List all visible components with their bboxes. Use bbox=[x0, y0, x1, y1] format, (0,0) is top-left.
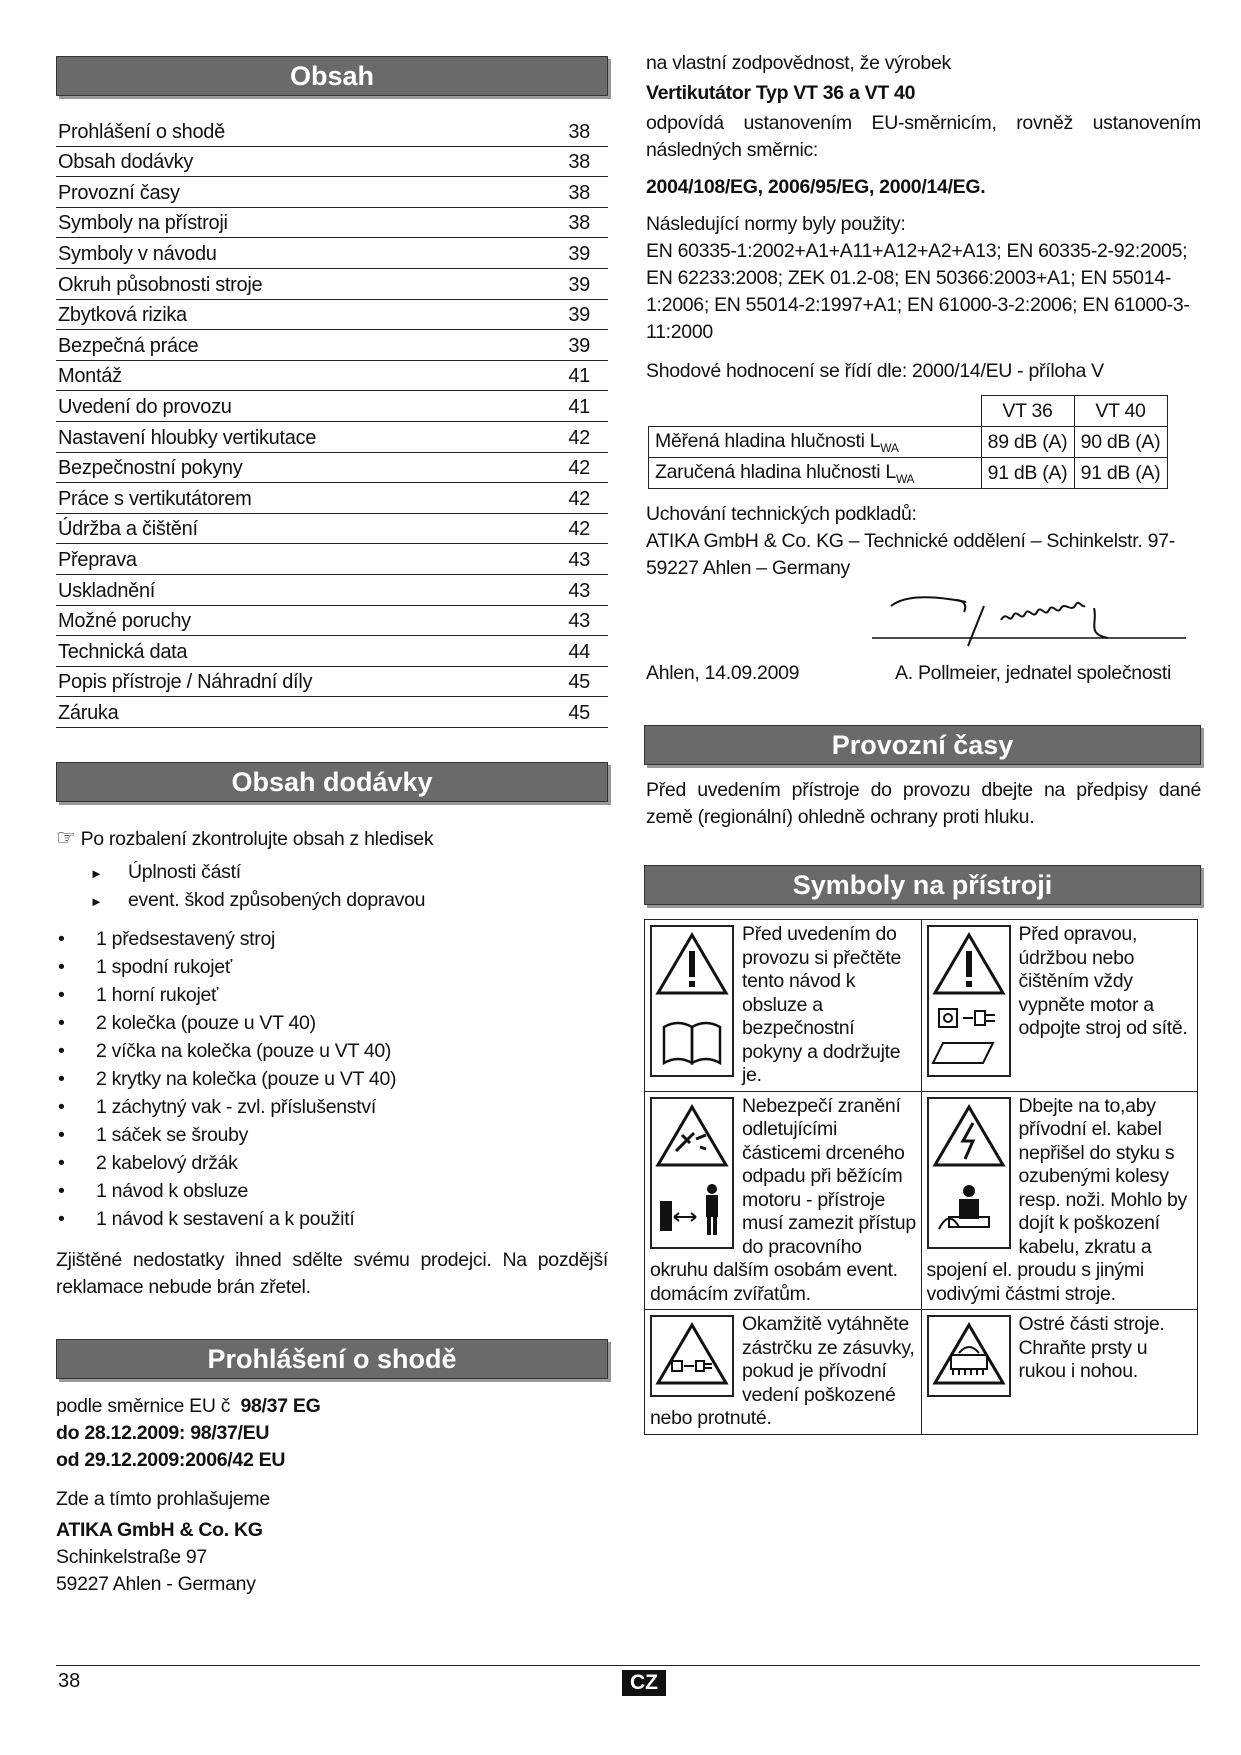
toc-item bbox=[56, 391, 608, 422]
toc-item bbox=[56, 483, 608, 514]
toc-item-label: Bezpečnostní pokyny bbox=[58, 457, 243, 480]
symbol-cell: Nebezpečí zranění odletujícími částicemi drceného odpadu při běžícím motoru - přístroje musí zamezit přístup do pracovního okruhu dalším osobám event. domácím zvířatům. bbox=[645, 1091, 922, 1310]
list-item: • 2 kolečka (pouze u VT 40) bbox=[56, 1009, 608, 1037]
list-item: • 1 návod k obsluze bbox=[56, 1177, 608, 1205]
docs-label: Uchování technických podkladů: bbox=[646, 503, 917, 525]
delivery-checks bbox=[56, 859, 608, 915]
toc-heading: Obsah bbox=[56, 56, 608, 96]
toc-item-page: 42 bbox=[568, 518, 590, 541]
toc-item bbox=[56, 269, 608, 300]
list-item: • 1 horní rukojeť bbox=[56, 981, 608, 1009]
signatory: A. Pollmeier, jednatel společnosti bbox=[895, 662, 1171, 684]
toc-item-page: 38 bbox=[568, 212, 590, 235]
list-item: • 1 spodní rukojeť bbox=[56, 953, 608, 981]
value-cell: 91 dB (A) bbox=[1074, 458, 1167, 489]
company-address: ATIKA GmbH & Co. KG Schinkelstraße 97 59227 Ahlen - Germany bbox=[56, 1518, 263, 1595]
signature-image bbox=[646, 582, 1201, 660]
toc-item-label: Montáž bbox=[58, 365, 122, 388]
electric-cable-hazard-icon bbox=[927, 1097, 1011, 1249]
toc-item-page: 44 bbox=[568, 640, 590, 663]
delivery-heading: Obsah dodávky bbox=[56, 762, 608, 802]
page-number: 38 bbox=[58, 1670, 81, 1692]
toc-item bbox=[56, 330, 608, 361]
toc-item-label: Symboly v návodu bbox=[58, 242, 217, 265]
list-item: • 2 krytky na kolečka (pouze u VT 40) bbox=[56, 1065, 608, 1093]
toc-item-label: Uvedení do provozu bbox=[58, 395, 232, 418]
left-column bbox=[56, 56, 608, 1598]
operating-times-text: Před uvedením přístroje do provozu dbejte na předpisy dané země (regionální) ohledně ochrany proti hluku. bbox=[646, 779, 1201, 828]
toc-item-page: 38 bbox=[568, 181, 590, 204]
sharp-blades-icon bbox=[927, 1315, 1011, 1397]
toc-item-label: Záruka bbox=[58, 701, 119, 724]
toc-item-label: Technická data bbox=[58, 640, 188, 663]
toc-item-label: Práce s vertikutátorem bbox=[58, 487, 252, 510]
signature-line bbox=[646, 660, 1201, 687]
place-date: Ahlen, 14.09.2009 bbox=[646, 662, 800, 684]
toc-item-label: Uskladnění bbox=[58, 579, 156, 602]
toc-item-label: Nastavení hloubky vertikutace bbox=[58, 426, 317, 449]
table-row bbox=[649, 396, 1168, 427]
signature-area bbox=[646, 582, 1201, 660]
toc-item-page: 39 bbox=[568, 273, 590, 296]
symbols-table bbox=[644, 919, 1198, 1435]
toc-item-page: 42 bbox=[568, 426, 590, 449]
toc-item bbox=[56, 453, 608, 484]
toc-item-page: 39 bbox=[568, 334, 590, 357]
toc-item bbox=[56, 697, 608, 728]
toc-item-page: 41 bbox=[568, 395, 590, 418]
toc-item bbox=[56, 208, 608, 239]
toc-item-label: Bezpečná práce bbox=[58, 334, 199, 357]
toc-item bbox=[56, 544, 608, 575]
toc-item-page: 41 bbox=[568, 365, 590, 388]
table-row bbox=[645, 1310, 1198, 1435]
delivery-note: Zjištěné nedostatky ihned sdělte svému prodejci. Na pozdější reklamace nebude brán zřetel. bbox=[56, 1248, 608, 1298]
table-row bbox=[649, 427, 1168, 458]
value-cell: 90 dB (A) bbox=[1074, 427, 1167, 458]
right-column bbox=[646, 52, 1201, 1435]
flying-debris-keep-distance-icon bbox=[650, 1097, 734, 1249]
assessment-text: Shodové hodnocení se řídí dle: 2000/14/EU - příloha V bbox=[646, 360, 1104, 382]
header-vt40: VT 40 bbox=[1074, 396, 1167, 427]
toc-item bbox=[56, 575, 608, 606]
toc-item-label: Obsah dodávky bbox=[58, 151, 194, 174]
product-name: Vertikutátor Typ VT 36 a VT 40 bbox=[646, 82, 916, 104]
toc-item-label: Popis přístroje / Náhradní díly bbox=[58, 671, 313, 694]
unplug-before-maintenance-icon bbox=[927, 925, 1011, 1077]
complies-text: odpovídá ustanovením EU-směrnicím, rovněž ustanovením následných směrnic: bbox=[646, 112, 1201, 161]
directives-list: 2004/108/EG, 2006/95/EG, 2000/14/EG. bbox=[646, 176, 986, 198]
norms-text: EN 60335-1:2002+A1+A11+A12+A2+A13; EN 60335-2-92:2005; EN 62233:2008; ZEK 01.2-08; EN 50366:2003+A1; EN 55014-1:2006; EN 55014-2:1997+A1; EN 61000-3-2:2006; EN 61000-3-11:2000 bbox=[646, 240, 1190, 343]
table-of-contents bbox=[56, 116, 608, 728]
directive-block: podle směrnice EU č 98/37 EG do 28.12.2009: 98/37/EU od 29.12.2009:2006/42 EU bbox=[56, 1394, 321, 1471]
pointing-hand-icon: ☞ bbox=[56, 824, 76, 850]
noise-table bbox=[648, 395, 1168, 489]
toc-item-page: 42 bbox=[568, 457, 590, 480]
table-row bbox=[645, 1091, 1198, 1310]
hereby-text: Zde a tímto prohlašujeme bbox=[56, 1487, 270, 1510]
symbol-cell: Před opravou, údržbou nebo čištěním vždy vypněte motor a odpojte stroj od sítě. bbox=[921, 920, 1198, 1092]
symbol-cell: Okamžitě vytáhněte zástrčku ze zásuvky, pokud je přívodní vedení poškozené nebo protnuté. bbox=[645, 1310, 922, 1435]
list-item: • 1 předsestavený stroj bbox=[56, 925, 608, 953]
toc-item-label: Prohlášení o shodě bbox=[58, 120, 225, 143]
list-item: • 2 víčka na kolečka (pouze u VT 40) bbox=[56, 1037, 608, 1065]
toc-item-page: 43 bbox=[568, 610, 590, 633]
toc-item bbox=[56, 238, 608, 269]
norms-intro: Následující normy byly použity: bbox=[646, 213, 906, 235]
toc-item-page: 38 bbox=[568, 151, 590, 174]
toc-item bbox=[56, 667, 608, 698]
row-label: Zaručená hladina hlučnosti $L_{WA}$ bbox=[649, 458, 982, 489]
toc-item bbox=[56, 606, 608, 637]
toc-item bbox=[56, 147, 608, 178]
symbol-cell: Před uvedením do provozu si přečtěte tento návod k obsluze a bezpečnostní pokyny a dodržujte je. bbox=[645, 920, 922, 1092]
symbol-cell: Dbejte na to,aby přívodní el. kabel nepřišel do styku s ozubenými kolesy resp. noži. Mohlo by dojít k poškození kabelu, zkratu a spojení el. proudu s jinými vodivými částmi stroje. bbox=[921, 1091, 1198, 1310]
symbol-cell: Ostré části stroje. Chraňte prsty u rukou i nohou. bbox=[921, 1310, 1198, 1435]
toc-item bbox=[56, 300, 608, 331]
list-item: ► Úplnosti částí bbox=[90, 859, 608, 887]
toc-item bbox=[56, 422, 608, 453]
language-badge: CZ bbox=[622, 1670, 666, 1696]
docs-address: ATIKA GmbH & Co. KG – Technické oddělení – Schinkelstr. 97-59227 Ahlen – Germany bbox=[646, 530, 1175, 579]
toc-item-page: 45 bbox=[568, 701, 590, 724]
list-item: ► event. škod způsobených dopravou bbox=[90, 887, 608, 915]
toc-item bbox=[56, 514, 608, 545]
list-item: • 2 kabelový držák bbox=[56, 1149, 608, 1177]
toc-item bbox=[56, 177, 608, 208]
toc-item-page: 38 bbox=[568, 120, 590, 143]
toc-item bbox=[56, 636, 608, 667]
value-cell: 89 dB (A) bbox=[981, 427, 1074, 458]
responsibility-text: na vlastní zodpovědnost, že výrobek bbox=[646, 52, 951, 74]
toc-item-page: 42 bbox=[568, 487, 590, 510]
value-cell: 91 dB (A) bbox=[981, 458, 1074, 489]
unplug-damaged-cable-icon bbox=[650, 1315, 734, 1397]
list-item: • 1 sáček se šrouby bbox=[56, 1121, 608, 1149]
header-vt36: VT 36 bbox=[981, 396, 1074, 427]
table-row bbox=[649, 458, 1168, 489]
toc-item-label: Zbytková rizika bbox=[58, 304, 187, 327]
toc-item bbox=[56, 116, 608, 147]
declaration-heading: Prohlášení o shodě bbox=[56, 1339, 608, 1379]
toc-item-label: Provozní časy bbox=[58, 181, 180, 204]
toc-item-page: 43 bbox=[568, 579, 590, 602]
toc-item-page: 39 bbox=[568, 242, 590, 265]
toc-item-page: 45 bbox=[568, 671, 590, 694]
toc-item-label: Okruh působnosti stroje bbox=[58, 273, 263, 296]
delivery-intro: ☞ Po rozbalení zkontrolujte obsah z hledisek bbox=[56, 824, 434, 850]
list-item: • 1 návod k sestavení a k použití bbox=[56, 1205, 608, 1233]
row-label: Měřená hladina hlučnosti $L_{WA}$ bbox=[649, 427, 982, 458]
toc-item-label: Přeprava bbox=[58, 548, 137, 571]
table-row bbox=[645, 920, 1198, 1092]
symbols-heading: Symboly na přístroji bbox=[644, 865, 1201, 905]
toc-item-page: 43 bbox=[568, 548, 590, 571]
toc-item-label: Možné poruchy bbox=[58, 610, 191, 633]
toc-item-label: Údržba a čištění bbox=[58, 518, 198, 541]
operating-times-heading: Provozní časy bbox=[644, 725, 1201, 765]
toc-item-label: Symboly na přístroji bbox=[58, 212, 228, 235]
warning-read-manual-icon bbox=[650, 925, 734, 1077]
footer-divider bbox=[56, 1665, 1200, 1666]
toc-item bbox=[56, 361, 608, 392]
toc-item-page: 39 bbox=[568, 304, 590, 327]
delivery-items bbox=[56, 925, 608, 1233]
list-item: • 1 záchytný vak - zvl. příslušenství bbox=[56, 1093, 608, 1121]
